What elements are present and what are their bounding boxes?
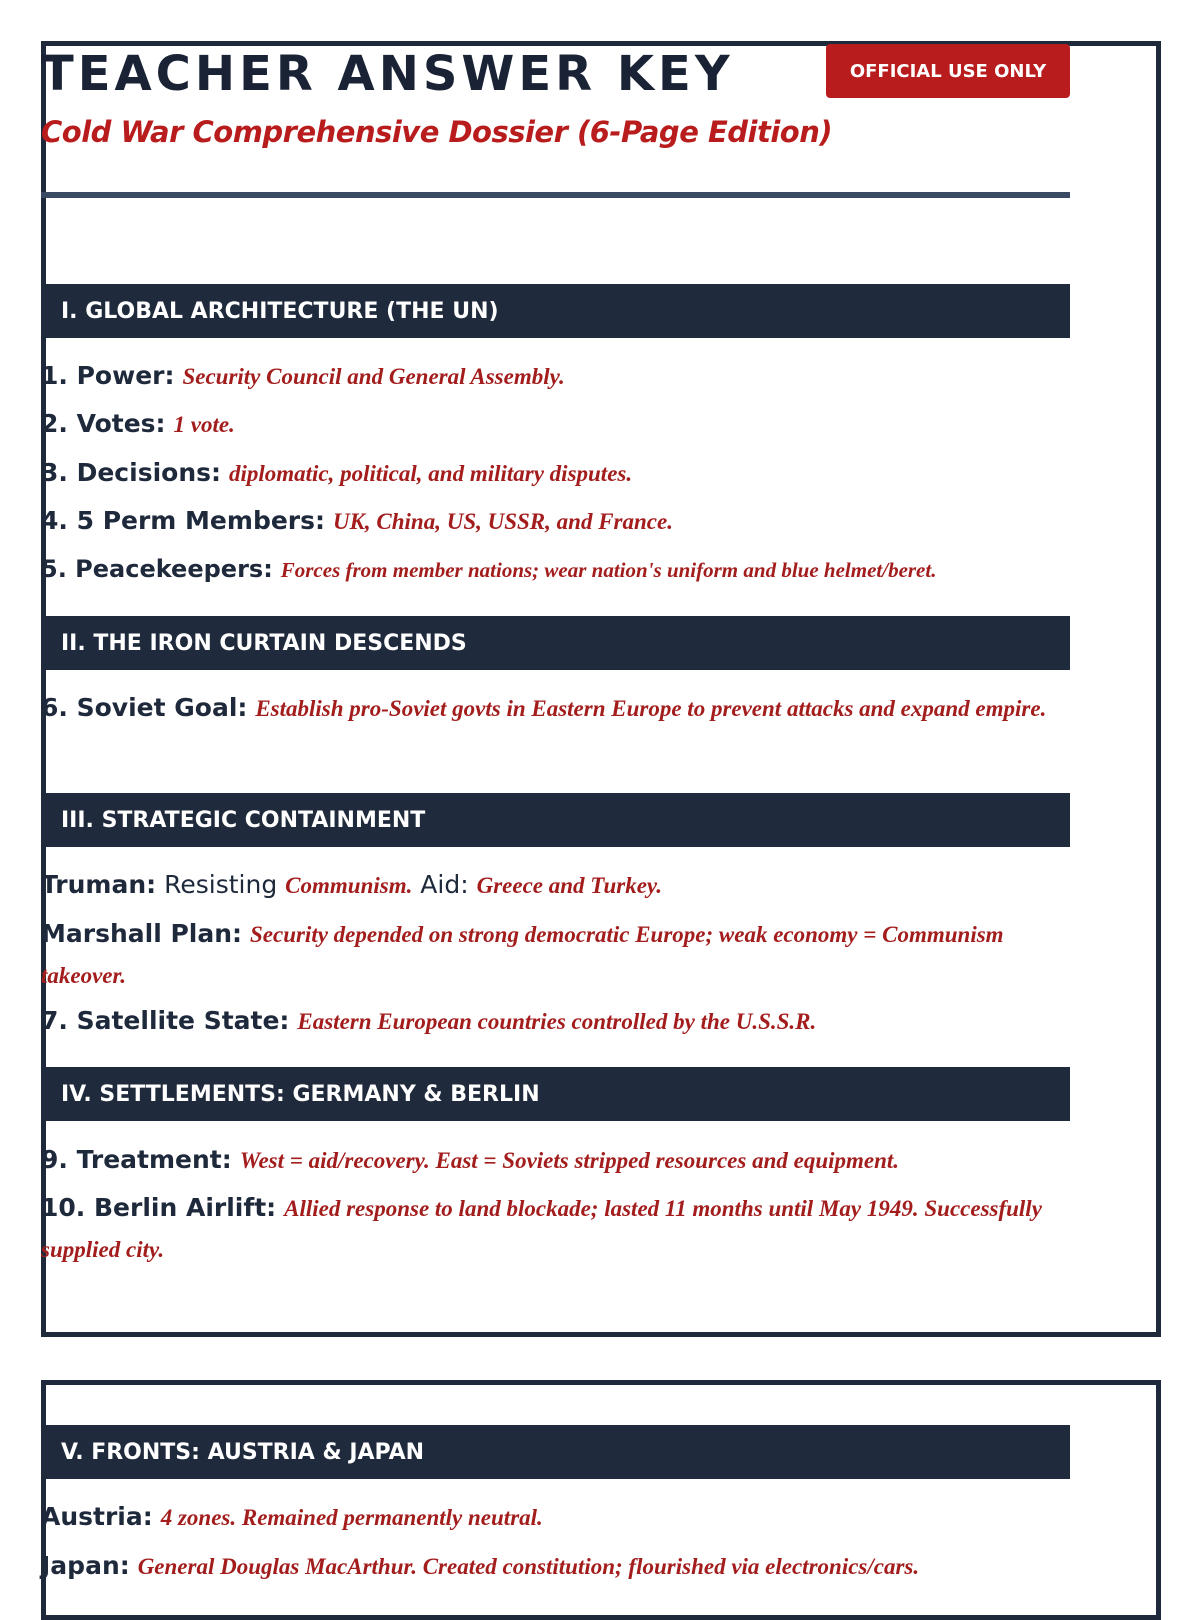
answer-text: General Douglas MacArthur. Created constitution; flourished via electronics/cars. (137, 1554, 920, 1579)
answer-line (41, 404, 1070, 445)
answer-text: diplomatic, political, and military disputes. (228, 461, 633, 486)
answer-text: Greece and Turkey. (476, 873, 663, 898)
question-label: 5. Peacekeepers: (41, 555, 273, 583)
question-label: Austria: (41, 1502, 153, 1531)
question-label: Japan: (41, 1551, 130, 1580)
official-use-badge: OFFICIAL USE ONLY (826, 44, 1070, 98)
answer-line (41, 914, 1070, 996)
answer-text: Establish pro-Soviet govts in Eastern Europe to prevent attacks and expand empire. (255, 696, 1047, 721)
page-title: TEACHER ANSWER KEY (41, 46, 734, 102)
section-heading-settlements: IV. SETTLEMENTS: GERMANY & BERLIN (41, 1067, 1070, 1121)
answer-line (41, 865, 1070, 906)
answer-line (41, 453, 1070, 494)
answer-text: UK, China, US, USSR, and France. (332, 509, 673, 534)
prompt-text: Resisting (164, 870, 278, 899)
answer-line (41, 1497, 1070, 1538)
answer-line (41, 356, 1070, 397)
answer-text: Allied response to land blockade; lasted 11 months until May 1949. Successfully supplied city. (41, 1196, 1042, 1262)
answer-line (41, 688, 1070, 729)
section-heading-global-architecture: I. GLOBAL ARCHITECTURE (THE UN) (41, 284, 1070, 338)
answer-text: Forces from member nations; wear nation's uniform and blue helmet/beret. (280, 558, 937, 582)
answer-text: Security depended on strong democratic Europe; weak economy = Communism takeover. (41, 922, 1004, 988)
answer-line (41, 501, 1070, 542)
header-divider (41, 192, 1070, 198)
answer-line (41, 1001, 1070, 1042)
section-heading-iron-curtain: II. THE IRON CURTAIN DESCENDS (41, 616, 1070, 670)
question-label: 9. Treatment: (41, 1145, 232, 1174)
question-label: 3. Decisions: (41, 458, 221, 487)
answer-text: Eastern European countries controlled by the U.S.S.R. (297, 1009, 817, 1034)
answer-text: Communism. (285, 873, 413, 898)
question-label: Truman: (41, 870, 157, 899)
answer-line (41, 1546, 1070, 1587)
question-label: Marshall Plan: (41, 919, 243, 948)
answer-text: West = aid/recovery. East = Soviets stripped resources and equipment. (239, 1148, 900, 1173)
answer-line (41, 549, 1070, 590)
answer-line (41, 1188, 1070, 1270)
section-heading-strategic-containment: III. STRATEGIC CONTAINMENT (41, 793, 1070, 847)
question-label: 7. Satellite State: (41, 1006, 290, 1035)
section-heading-fronts: V. FRONTS: AUSTRIA & JAPAN (41, 1425, 1070, 1479)
question-label: 2. Votes: (41, 409, 166, 438)
page-subtitle: Cold War Comprehensive Dossier (6-Page Edition) (41, 115, 833, 149)
question-label: 1. Power: (41, 361, 175, 390)
answer-text: Security Council and General Assembly. (182, 364, 565, 389)
answer-line (41, 1140, 1070, 1181)
question-label: 10. Berlin Airlift: (41, 1193, 277, 1222)
answer-text: 4 zones. Remained permanently neutral. (160, 1505, 543, 1530)
question-label: 4. 5 Perm Members: (41, 506, 325, 535)
page-header (41, 46, 1070, 156)
answer-text: 1 vote. (173, 412, 235, 437)
prompt-text: Aid: (420, 870, 469, 899)
question-label: 6. Soviet Goal: (41, 693, 248, 722)
